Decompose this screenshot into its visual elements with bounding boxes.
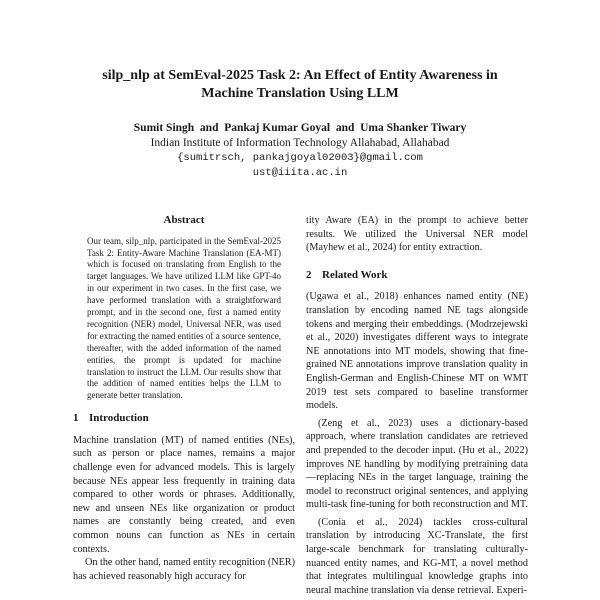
intro-paragraph-2: On the other hand, named entity recognition (NER) has achieved reasonably high accuracy for [73,557,295,582]
section-number: 1 [73,412,79,425]
section-number: 2 [306,268,312,281]
intro-paragraph-1: Machine translation (MT) of named entities (NEs), such as person or place names, remains a major challenge even for advanced models. This is largely because NEs appear less frequently in training data compared to other words or phrases. Additionally, new and unseen NEs like organization or product names are constantly being created, and even common nouns can function as NEs in certain contexts. [73,434,295,555]
related-paragraph-1: (Ugawa et al., 2018) enhances named entity (NE) translation by encoding named NE tags alongside tokens and merging their embeddings. (Modrzejewski et al., 2020) investigates different ways to integrate NE annotations into MT models, showing that fine-grained NE annotations improve translation quality in English-German and English-Chinese MT on WMT 2019 test sets compared to baseline transformer models. [306,291,528,412]
left-column [73,214,295,583]
title-line-2: Machine Translation Using LLM [201,86,399,101]
email-line-2: ust@iiita.ac.in [252,167,348,179]
related-paragraph-2: (Zeng et al., 2023) uses a dictionary-based approach, where translation candidates are retrieved and prepended to the decoder input. (Hu et al., 2022) improves NE handling by modifying pretraining data—replacing NEs in the target language, training the model to reconstruct original sentences, and applying multi-task fine-tuning for both reconstruction and MT. [306,417,528,511]
abstract-text: Our team, silp_nlp, participated in the SemEval-2025 Task 2: Entity-Aware Machine Translation (EA-MT) which is focused on translating from English to the target languages. We have utilized LLM like GPT-4o in our experiment in two cases. In the first case, we have performed translation with a straightforward prompt, and in the second one, first a named entity recognition (NER) model, Universal NER, was used for extracting the named entities of a source sentence, thereafter, with the added information of the named entities, the prompt is updated for machine translation to instruct the LLM. Our results show that the addition of named entities helps the LLM to generate better translation. [87,235,281,401]
author-block [60,121,540,181]
affiliation: Indian Institute of Information Technology Allahabad, Allahabad [150,137,450,149]
section-heading-introduction [73,412,295,426]
abstract-heading: Abstract [163,214,205,226]
intro-continuation: tity Aware (EA) in the prompt to achieve better results. We utilized the Universal NER model (Mayhew et al., 2024) for entity extraction. [306,215,528,254]
right-column [306,214,528,597]
section-heading-related-work [306,269,528,283]
title-line-1: silp_nlp at SemEval-2025 Task 2: An Effect of Entity Awareness in [102,68,498,83]
paper-title [60,67,540,103]
email-line-1: {sumitrsch, pankajgoyal02003}@gmail.com [177,152,423,164]
related-paragraph-3: (Conia et al., 2024) tackles cross-cultural translation by introducing XC-Translate, the first large-scale benchmark for translating culturally-nuanced entity names, and KG-MT, a novel method that integrates multilingual knowledge graphs into neural machine translation via dense retrieval. Experi- [306,516,528,596]
section-title: Related Work [322,268,388,281]
author-names: Sumit Singh and Pankaj Kumar Goyal and Uma Shanker Tiwary [133,122,467,134]
section-title: Introduction [89,412,149,425]
